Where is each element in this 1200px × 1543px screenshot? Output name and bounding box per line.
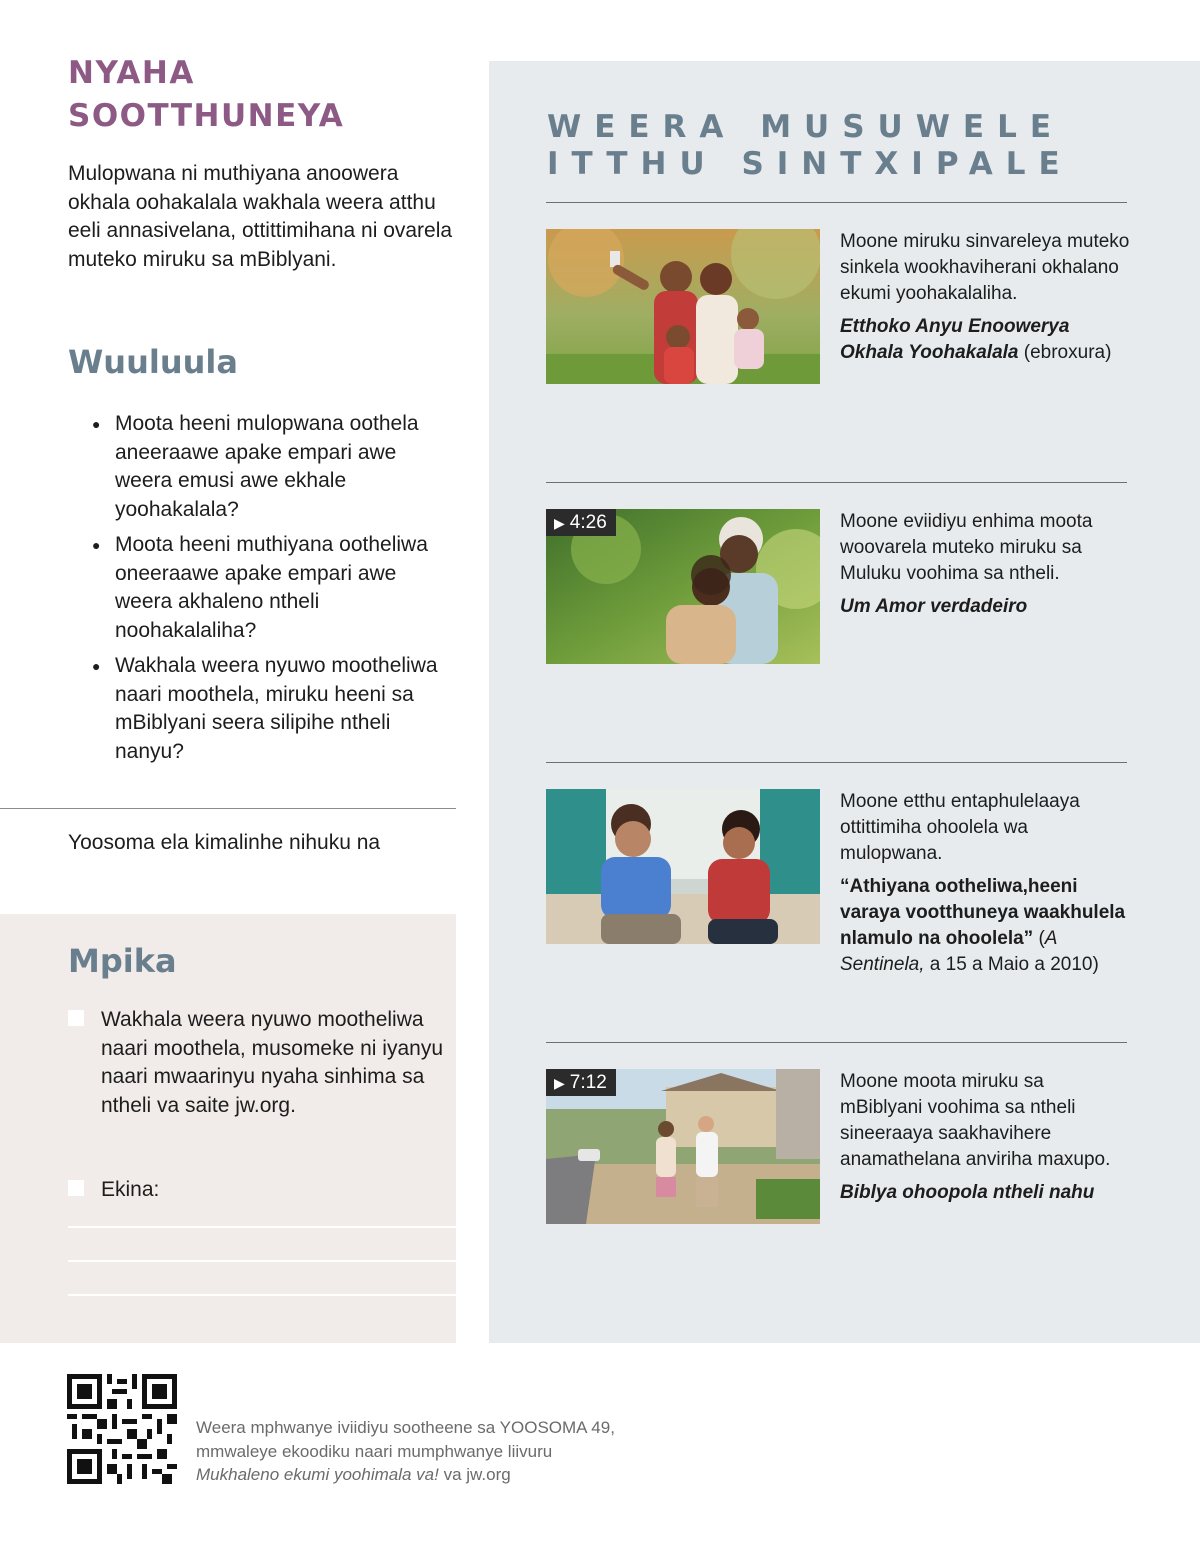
elderly-couple-embrace-photo[interactable]	[546, 509, 820, 664]
explore-item-text	[840, 229, 1130, 366]
video-duration: 7:12	[569, 1072, 607, 1093]
reference-publication: A Sentinela,	[840, 928, 1057, 975]
reference-title: Um Amor verdadeiro	[840, 596, 1028, 617]
footer-line2: mmwaleye ekoodiku naari mumphwanye liivuru	[196, 1441, 553, 1461]
explore-item-text	[840, 789, 1130, 978]
video-duration-badge	[546, 509, 616, 536]
reference-title: Etthoko Anyu Enoowerya Okhala Yoohakalala	[840, 316, 1070, 363]
practice-task	[68, 1176, 448, 1205]
footer-line1: Weera mphwanye iviidiyu sootheene sa YOOSOMA 49,	[196, 1418, 615, 1437]
explore-item-text	[840, 1069, 1130, 1206]
checkbox[interactable]	[68, 1010, 84, 1026]
divider	[546, 202, 1127, 203]
footer-link[interactable]: va jw.org	[443, 1465, 511, 1484]
lesson-title-line2: SOOTTHUNEYA	[68, 98, 345, 134]
completion-date-line: Yoosoma ela kimalinhe nihuku na	[68, 831, 381, 854]
explore-item-description: Moone etthu entaphulelaaya ottittimiha ohoolela wa mulopwana.	[840, 791, 1080, 864]
qr-code-icon[interactable]	[67, 1374, 177, 1484]
explore-item-reference[interactable]	[840, 594, 1130, 620]
explore-title-line2: ITTHU SINTXIPALE	[547, 146, 1073, 182]
explore-item	[546, 509, 1127, 669]
reference-date: a 15 a Maio a 2010)	[929, 954, 1099, 975]
explore-item-description: Moone moota miruku sa mBiblyani voohima sa ntheli sineeraaya saakhavihere anamathelana anviriha maxupo.	[840, 1071, 1111, 1170]
video-duration: 4:26	[569, 512, 607, 533]
footer-note	[196, 1416, 716, 1487]
explore-title	[547, 109, 1147, 183]
practice-task-text: Wakhala weera nyuwo mootheliwa naari moothela, musomeke ni iyanyu naari mwaarinyu nyaha sinhima sa ntheli va saite jw.org.	[101, 1008, 444, 1117]
lesson-title-line1: NYAHA	[68, 55, 195, 91]
practice-task-text: Ekina:	[101, 1178, 160, 1201]
explore-panel	[489, 61, 1200, 1343]
review-question: ● Moota heeni muthiyana ootheliwa oneeraawe apake empari awe weera akhaleno ntheli noohakalaliha?	[92, 531, 457, 645]
explore-item-reference[interactable]	[840, 314, 1130, 366]
divider	[0, 808, 456, 809]
lesson-intro: Mulopwana ni muthiyana anoowera okhala oohakalala wakhala weera atthu eeli annasivelana, ottittimihana ni ovarela muteko miruku sa mBiblyani.	[68, 162, 453, 271]
divider	[546, 1042, 1127, 1043]
review-questions	[92, 410, 457, 773]
review-question: ● Moota heeni mulopwana oothela aneeraawe apake empari awe weera emusi awe ekhale yoohakalala?	[92, 410, 457, 524]
explore-item-description: Moone eviidiyu enhima moota woovarela muteko miruku sa Muluku voohima sa ntheli.	[840, 511, 1093, 584]
family-selfie-photo[interactable]	[546, 229, 820, 384]
explore-item-text	[840, 509, 1130, 620]
couple-talking-on-sofa-photo[interactable]	[546, 789, 820, 944]
play-icon: ▶	[554, 515, 565, 531]
review-question: ● Wakhala weera nyuwo mootheliwa naari moothela, miruku heeni sa mBiblyani seera silipihe ntheli nanyu?	[92, 652, 457, 766]
video-duration-badge	[546, 1069, 616, 1096]
writing-line[interactable]	[68, 1226, 456, 1228]
practice-section	[0, 914, 456, 1343]
divider	[546, 762, 1127, 763]
reference-title: “Athiyana ootheliwa,heeni varaya vootthuneya waakhulela nlamulo na ohoolela”	[840, 876, 1126, 949]
explore-item-reference[interactable]	[840, 874, 1130, 978]
lesson-title	[68, 52, 448, 138]
review-heading: Wuuluula	[68, 343, 238, 381]
reference-type: (ebroxura)	[1023, 342, 1112, 363]
reference-open: (	[1038, 928, 1045, 949]
writing-line[interactable]	[68, 1294, 456, 1296]
practice-task	[68, 1006, 448, 1120]
explore-item-reference[interactable]	[840, 1180, 1130, 1206]
play-icon: ▶	[554, 1075, 565, 1091]
explore-item-description: Moone miruku sinvareleya muteko sinkela wookhaviherani okhalano ekumi yoohakalaliha.	[840, 231, 1130, 304]
book-title: Mukhaleno ekumi yoohimala va!	[196, 1465, 439, 1484]
couple-walking-street-photo[interactable]	[546, 1069, 820, 1224]
checkbox[interactable]	[68, 1180, 84, 1196]
reference-title: Biblya ohoopola ntheli nahu	[840, 1182, 1095, 1203]
explore-title-line1: WEERA MUSUWELE	[547, 109, 1065, 145]
explore-item	[546, 1069, 1127, 1229]
explore-item	[546, 229, 1130, 389]
divider	[546, 482, 1127, 483]
writing-line[interactable]	[68, 1260, 456, 1262]
explore-item	[546, 789, 1127, 975]
practice-heading: Mpika	[68, 942, 177, 980]
